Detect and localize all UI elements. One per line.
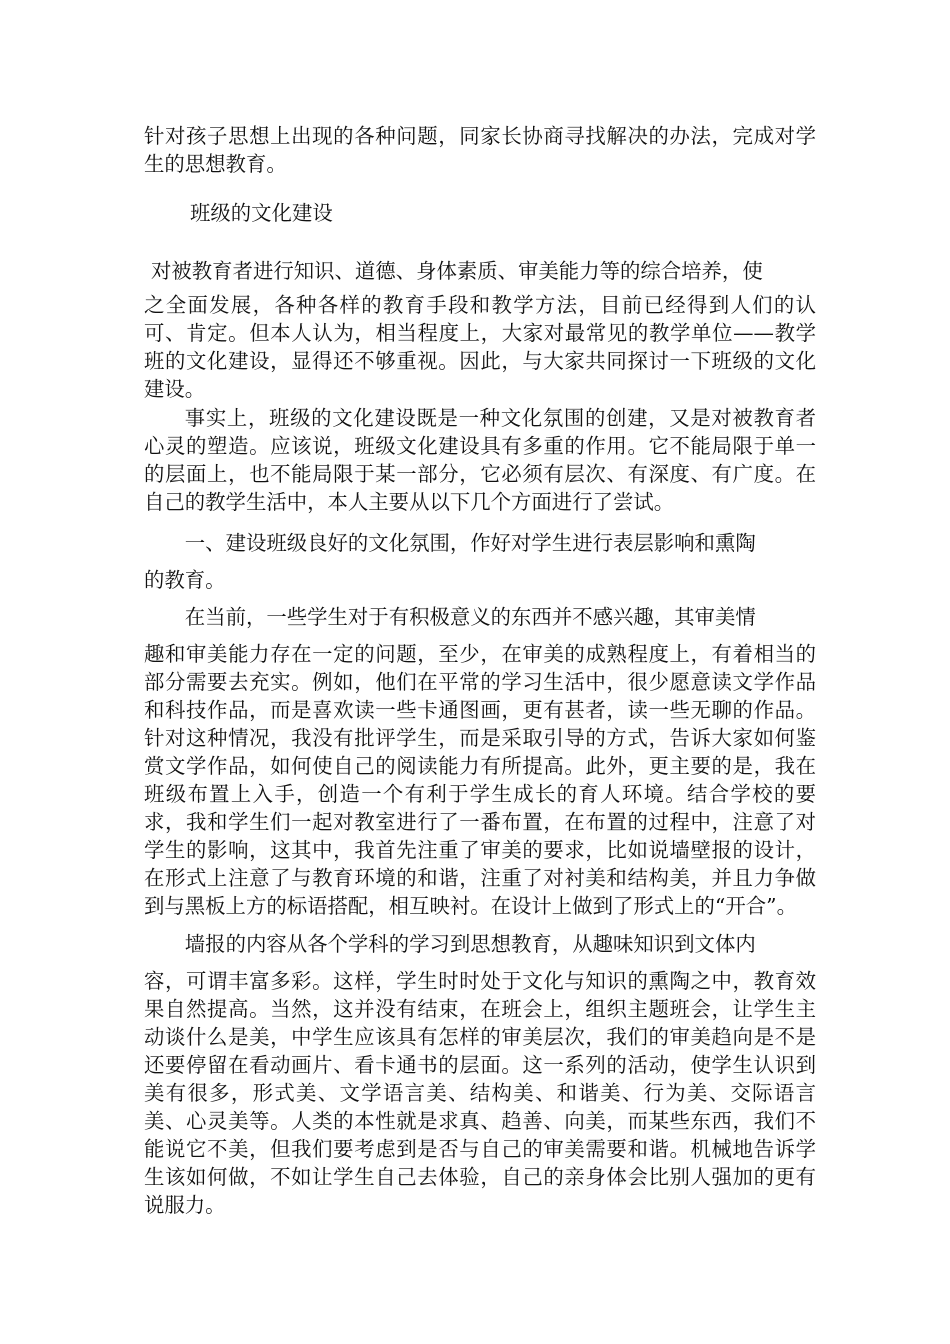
paragraph-1: 针对孩子思想上出现的各种问题，同家长协商寻找解决的办法，完成对学生的思想教育。 [144,124,816,176]
paragraph-4-body: 的教育。 [144,568,226,592]
paragraph-3: 事实上，班级的文化建设既是一种文化氛围的创建，又是对被教育者心灵的塑造。应该说，班级文化建设具有多重的作用。它不能局限于单一的层面上，也不能局限于某一部分，它必须有层次、有深度、有广度。在自己的教学生活中，本人主要从以下几个方面进行了尝试。 [144,406,816,514]
paragraph-6-first-line: 墙报的内容从各个学科的学习到思想教育，从趣味知识到文体内 [184,932,756,956]
paragraph-4-first-line: 一、建设班级良好的文化氛围，作好对学生进行表层影响和熏陶 [184,531,756,555]
paragraph-5-first-line: 在当前，一些学生对于有积极意义的东西并不感兴趣，其审美情 [184,605,756,629]
paragraph-2-first-line: 对被教育者进行知识、道德、身体素质、审美能力等的综合培养，使 [151,259,763,283]
paragraph-6-body: 容，可谓丰富多彩。这样，学生时时处于文化与知识的熏陶之中，教育效果自然提高。当然，这并没有结束，在班会上，组织主题班会，让学生主动谈什么是美，中学生应该具有怎样的审美层次，我们的审美趋向是不是还要停留在看动画片、看卡通书的层面。这一系列的活动，使学生认识到美有很多，形式美、文学语言美、结构美、和谐美、行为美、交际语言美、心灵美等。人类的本性就是求真、趋善、向美，而某些东西，我们不能说它不美，但我们要考虑到是否与自己的审美需要和谐。机械地告诉学生该如何做，不如让学生自己去体验，自己的亲身体会比别人强加的更有说服力。 [144,969,816,1217]
paragraph-2-body: 之全面发展，各种各样的教育手段和教学方法，目前已经得到人们的认可、肯定。但本人认为，相当程度上，大家对最常见的教学单位——教学班的文化建设，显得还不够重视。因此，与大家共同探讨一下班级的文化建设。 [144,293,816,401]
paragraph-5-body: 趣和审美能力存在一定的问题，至少，在审美的成熟程度上，有着相当的部分需要去充实。例如，他们在平常的学习生活中，很少愿意读文学作品和科技作品，而是喜欢读一些卡通图画，更有甚者，读一些无聊的作品。针对这种情况，我没有批评学生，而是采取引导的方式，告诉大家如何鉴赏文学作品，如何使自己的阅读能力有所提高。此外，更主要的是，我在班级布置上入手，创造一个有利于学生成长的育人环境。结合学校的要求，我和学生们一起对教室进行了一番布置，在布置的过程中，注意了对学生的影响，这其中，我首先注重了审美的要求，比如说墙壁报的设计，在形式上注意了与教育环境的和谐，注重了对衬美和结构美，并且力争做到与黑板上方的标语搭配，相互映衬。在设计上做到了形式上的“开合”。 [144,642,816,918]
section-heading: 班级的文化建设 [190,201,333,225]
